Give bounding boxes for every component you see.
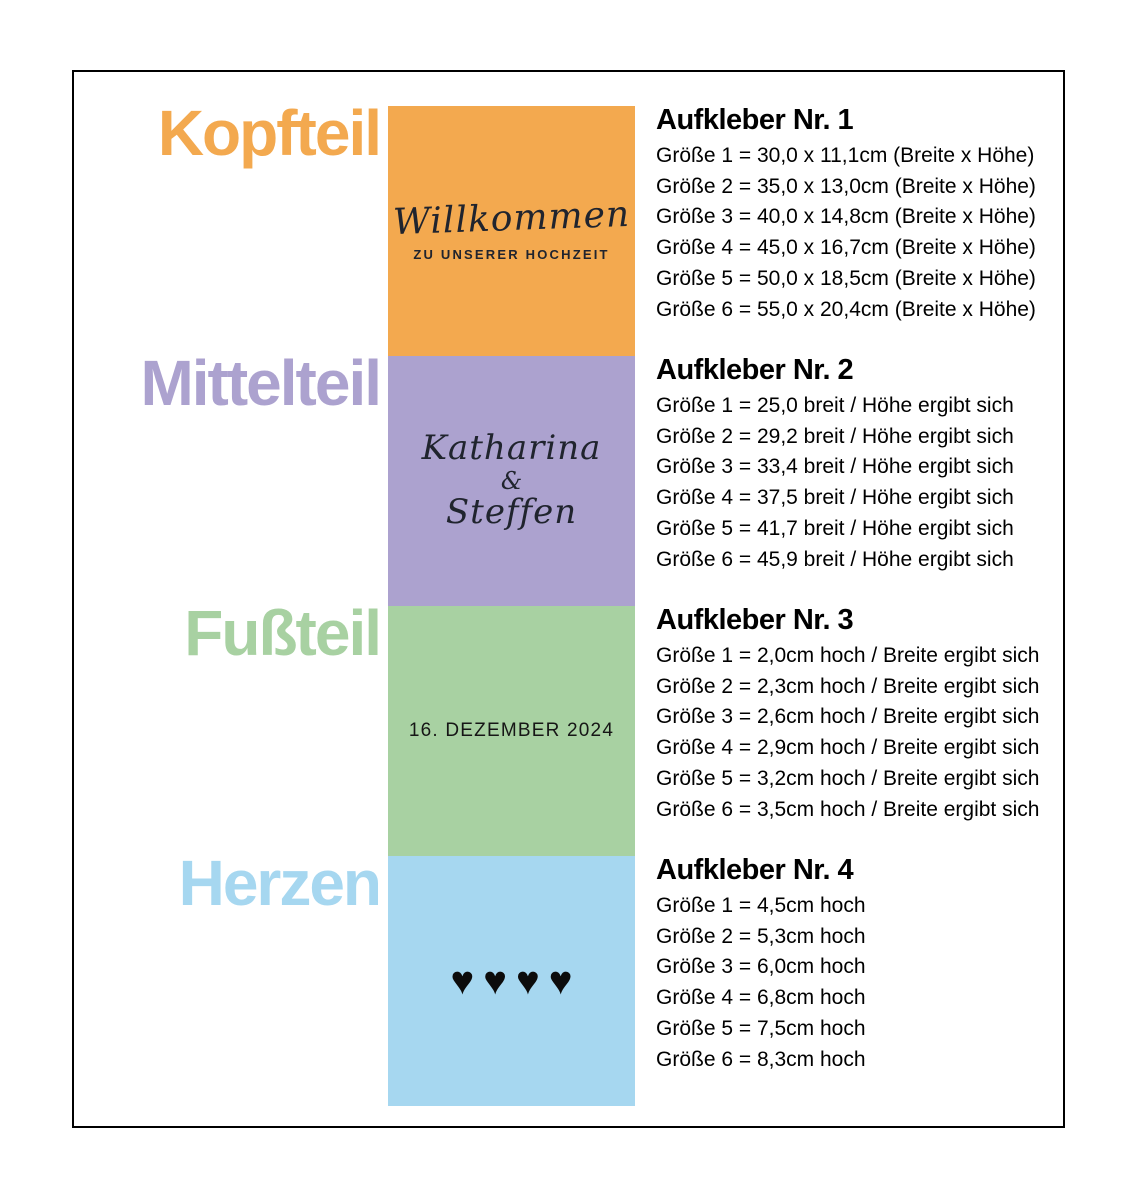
size-line: Größe 1 = 30,0 x 11,1cm (Breite x Höhe) bbox=[656, 144, 1035, 167]
sticker-preview-herzen bbox=[388, 856, 635, 1106]
size-line: Größe 6 = 3,5cm hoch / Breite ergibt sich bbox=[656, 797, 1040, 821]
info-section-aufkleber-4 bbox=[656, 853, 1068, 1075]
section-label-herzen: Herzen bbox=[178, 847, 380, 919]
sticker-date-text: 16. DEZEMBER 2024 bbox=[408, 720, 615, 741]
sticker-subtext-hochzeit: ZU UNSERER HOCHZEIT bbox=[413, 246, 610, 262]
size-line: Größe 6 = 55,0 x 20,4cm (Breite x Höhe) bbox=[656, 297, 1036, 321]
size-line: Größe 5 = 7,5cm hoch bbox=[656, 1016, 866, 1040]
size-line: Größe 6 = 45,9 breit / Höhe ergibt sich bbox=[656, 547, 1014, 571]
size-line: Größe 1 = 4,5cm hoch bbox=[656, 894, 866, 917]
size-line: Größe 2 = 29,2 breit / Höhe ergibt sich bbox=[656, 424, 1014, 448]
sticker-script-name2: Steffen bbox=[445, 492, 578, 533]
info-title: Aufkleber Nr. 1 bbox=[656, 104, 854, 136]
info-title: Aufkleber Nr. 3 bbox=[656, 604, 854, 636]
size-line: Größe 6 = 8,3cm hoch bbox=[656, 1047, 866, 1071]
size-line: Größe 1 = 2,0cm hoch / Breite ergibt sich bbox=[656, 644, 1040, 667]
section-label-fussteil: Fußteil bbox=[184, 597, 380, 669]
section-label-kopfteil: Kopfteil bbox=[157, 97, 380, 169]
size-line: Größe 2 = 2,3cm hoch / Breite ergibt sich bbox=[656, 674, 1040, 698]
section-label-mittelteil: Mittelteil bbox=[140, 347, 380, 419]
info-section-aufkleber-3 bbox=[656, 603, 1068, 825]
info-title: Aufkleber Nr. 4 bbox=[656, 854, 854, 886]
size-line: Größe 4 = 6,8cm hoch bbox=[656, 986, 866, 1010]
size-line: Größe 1 = 25,0 breit / Höhe ergibt sich bbox=[656, 394, 1014, 417]
size-line: Größe 5 = 3,2cm hoch / Breite ergibt sich bbox=[656, 766, 1040, 790]
size-line: Größe 3 = 2,6cm hoch / Breite ergibt sich bbox=[656, 705, 1040, 729]
sticker-preview-kopfteil bbox=[388, 106, 635, 356]
size-line: Größe 3 = 6,0cm hoch bbox=[656, 955, 866, 979]
info-title: Aufkleber Nr. 2 bbox=[656, 354, 854, 386]
hearts-icon: ♥♥♥♥ bbox=[450, 959, 582, 1003]
sticker-preview-mittelteil bbox=[388, 356, 635, 606]
sticker-preview-fussteil bbox=[388, 606, 635, 856]
size-line: Größe 3 = 33,4 breit / Höhe ergibt sich bbox=[656, 455, 1014, 479]
sticker-script-ampersand: & bbox=[500, 466, 523, 495]
size-line: Größe 4 = 2,9cm hoch / Breite ergibt sich bbox=[656, 736, 1040, 760]
sticker-script-willkommen: Willkommen bbox=[392, 193, 631, 244]
size-line: Größe 5 = 50,0 x 18,5cm (Breite x Höhe) bbox=[656, 266, 1036, 290]
size-line: Größe 2 = 5,3cm hoch bbox=[656, 924, 866, 948]
size-line: Größe 4 = 45,0 x 16,7cm (Breite x Höhe) bbox=[656, 236, 1036, 260]
info-section-aufkleber-2 bbox=[656, 353, 1068, 575]
size-line: Größe 3 = 40,0 x 14,8cm (Breite x Höhe) bbox=[656, 205, 1036, 229]
size-line: Größe 5 = 41,7 breit / Höhe ergibt sich bbox=[656, 516, 1014, 540]
size-line: Größe 2 = 35,0 x 13,0cm (Breite x Höhe) bbox=[656, 174, 1036, 198]
sticker-script-name1: Katharina bbox=[421, 427, 602, 468]
size-line: Größe 4 = 37,5 breit / Höhe ergibt sich bbox=[656, 486, 1014, 510]
info-section-aufkleber-1 bbox=[656, 103, 1068, 325]
